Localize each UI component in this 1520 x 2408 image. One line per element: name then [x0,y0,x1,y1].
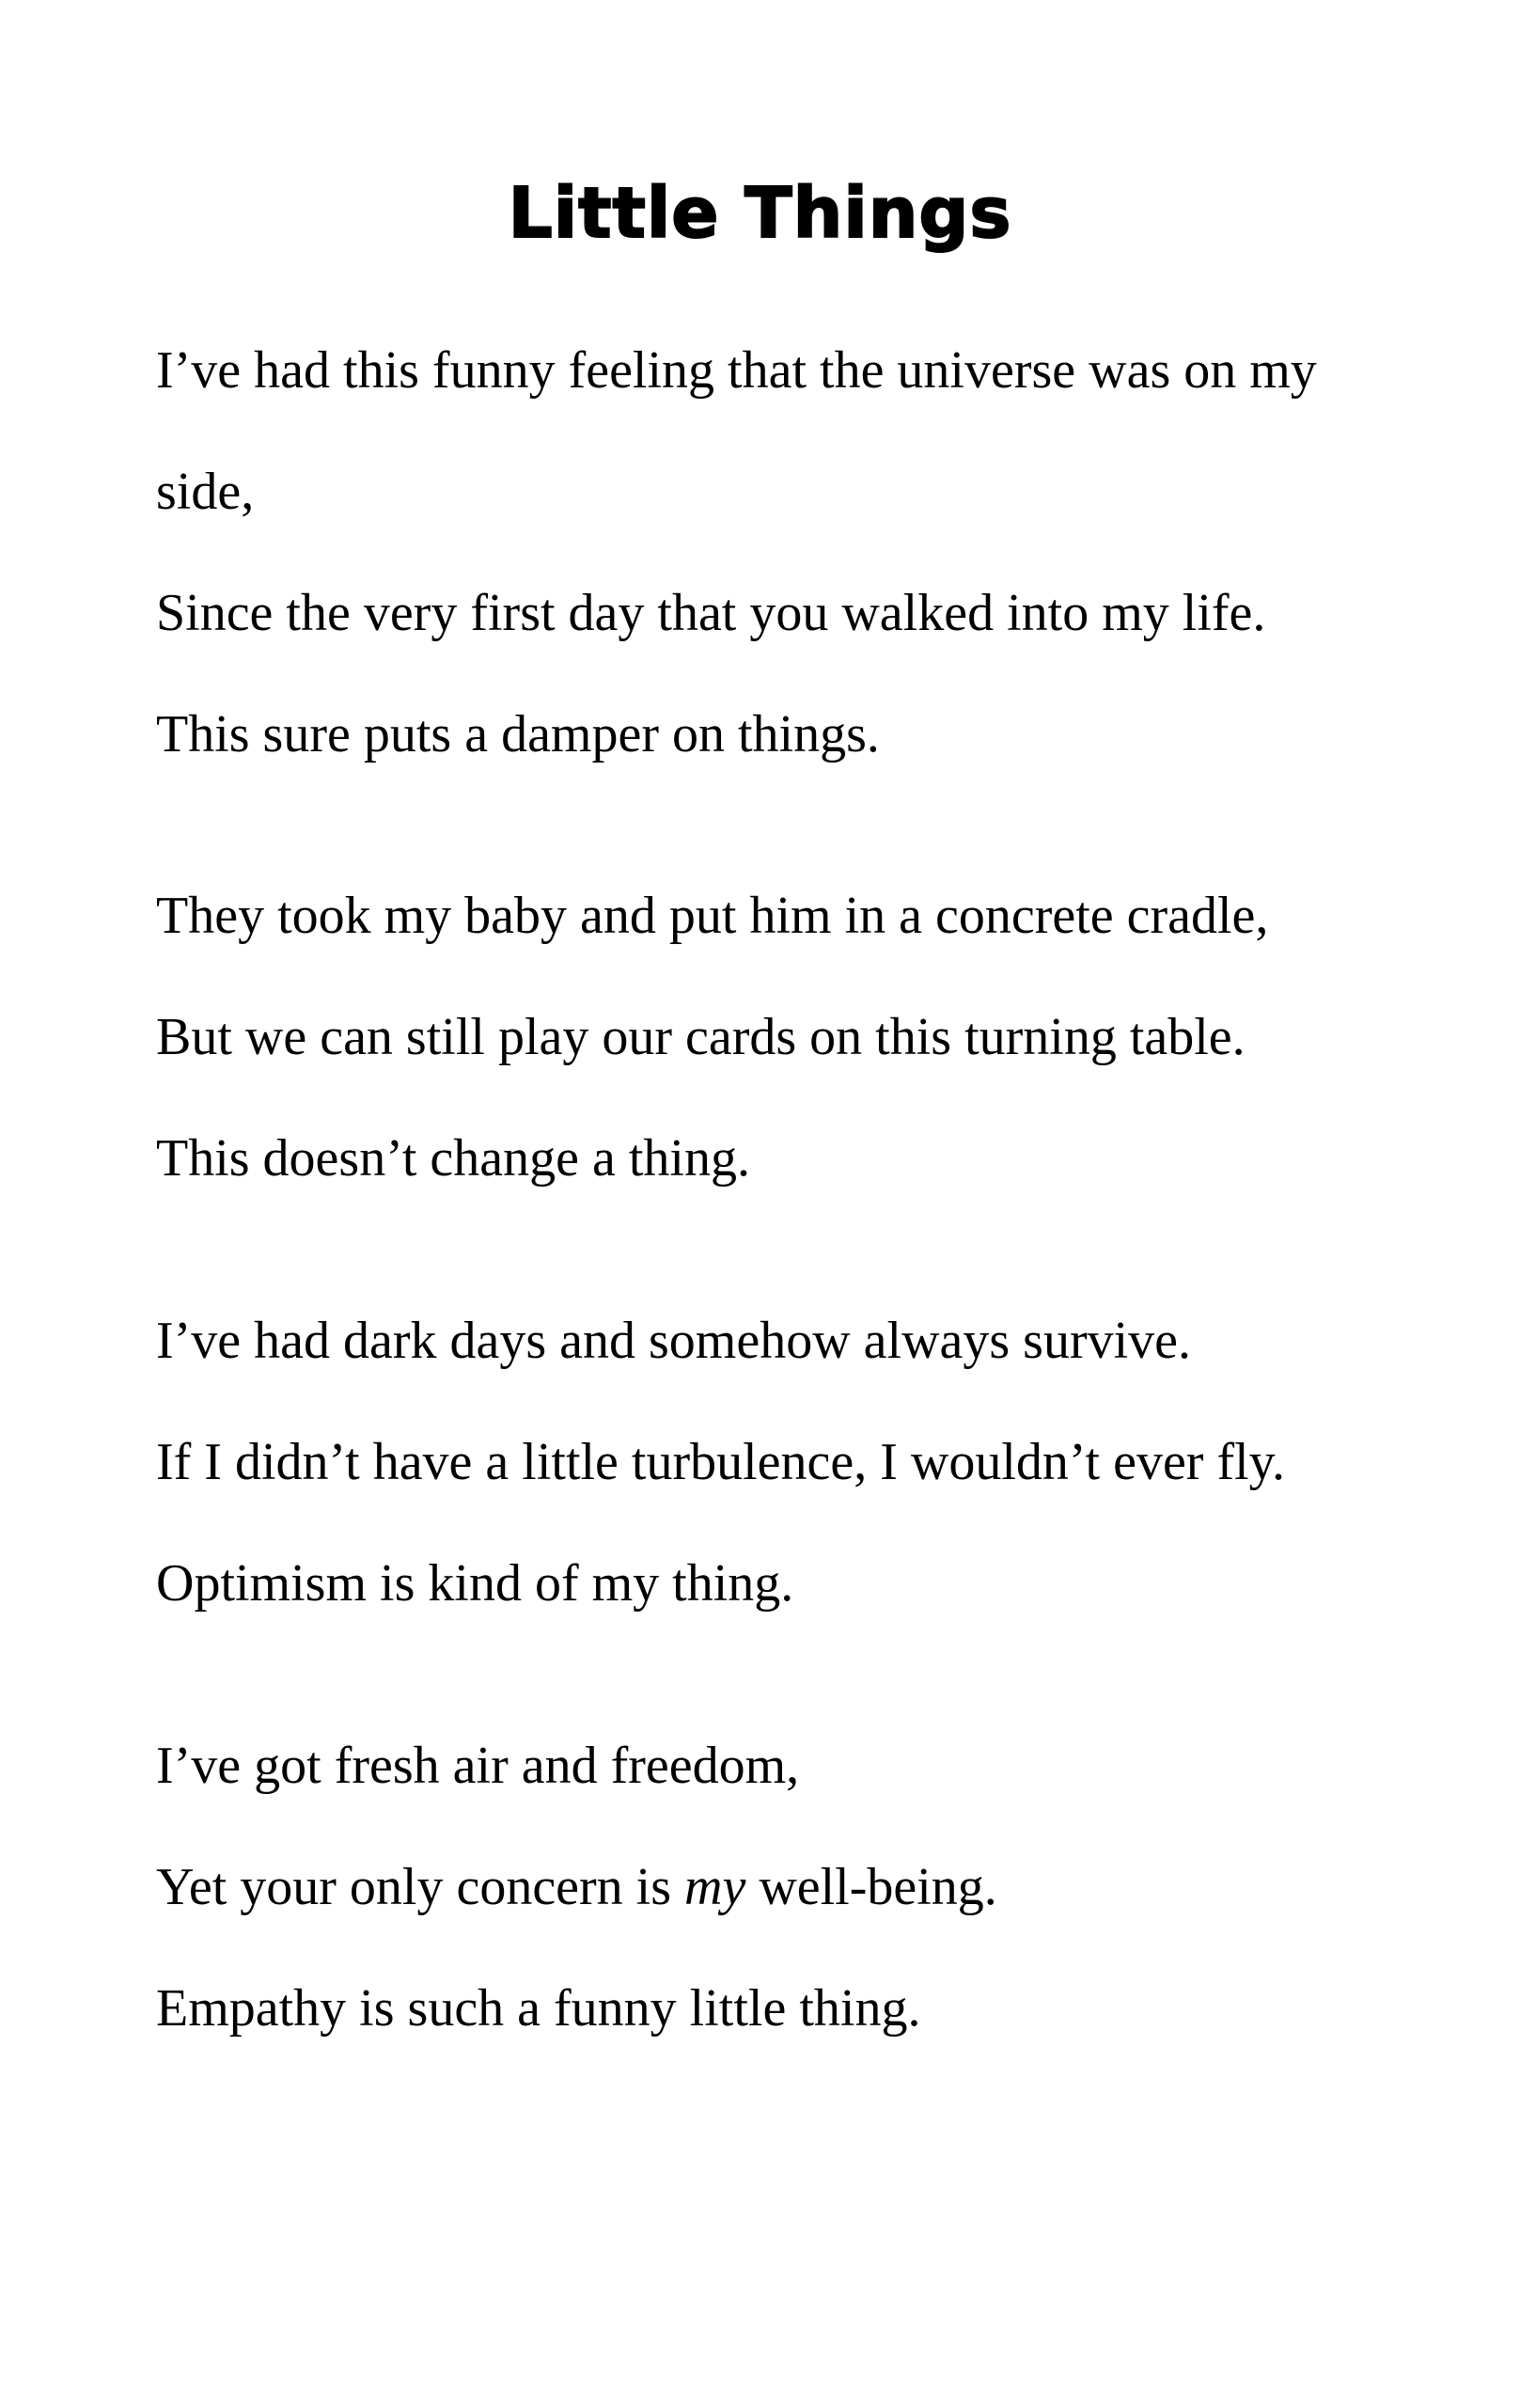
line-text: Yet your only concern is [156,1858,685,1916]
poem-line: This doesn’t change a thing. [156,1129,750,1188]
poem-line: I’ve had dark days and somehow always survive. [156,1312,1192,1370]
poem-line: Empathy is such a funny little thing. [156,1979,921,2038]
poem-line: This sure puts a damper on things. [156,705,880,763]
poem-line: I’ve had this funny feeling that the universe was on my [156,341,1317,400]
poem-line: They took my baby and put him in a concrete cradle, [156,887,1269,945]
poem-line: side, [156,463,255,521]
poem-line: Since the very first day that you walked into my life. [156,584,1266,642]
poem-line: If I didn’t have a little turbulence, I wouldn’t ever fly. [156,1433,1286,1491]
line-text: well-being. [745,1858,997,1916]
poem-line: I’ve got fresh air and freedom, [156,1737,800,1795]
poem-line: Optimism is kind of my thing. [156,1554,794,1613]
emphasized-word: my [684,1858,746,1916]
poem-line [156,1858,1453,1916]
poem-title: Little Things [508,173,1012,254]
poem-line: But we can still play our cards on this turning table. [156,1008,1246,1066]
